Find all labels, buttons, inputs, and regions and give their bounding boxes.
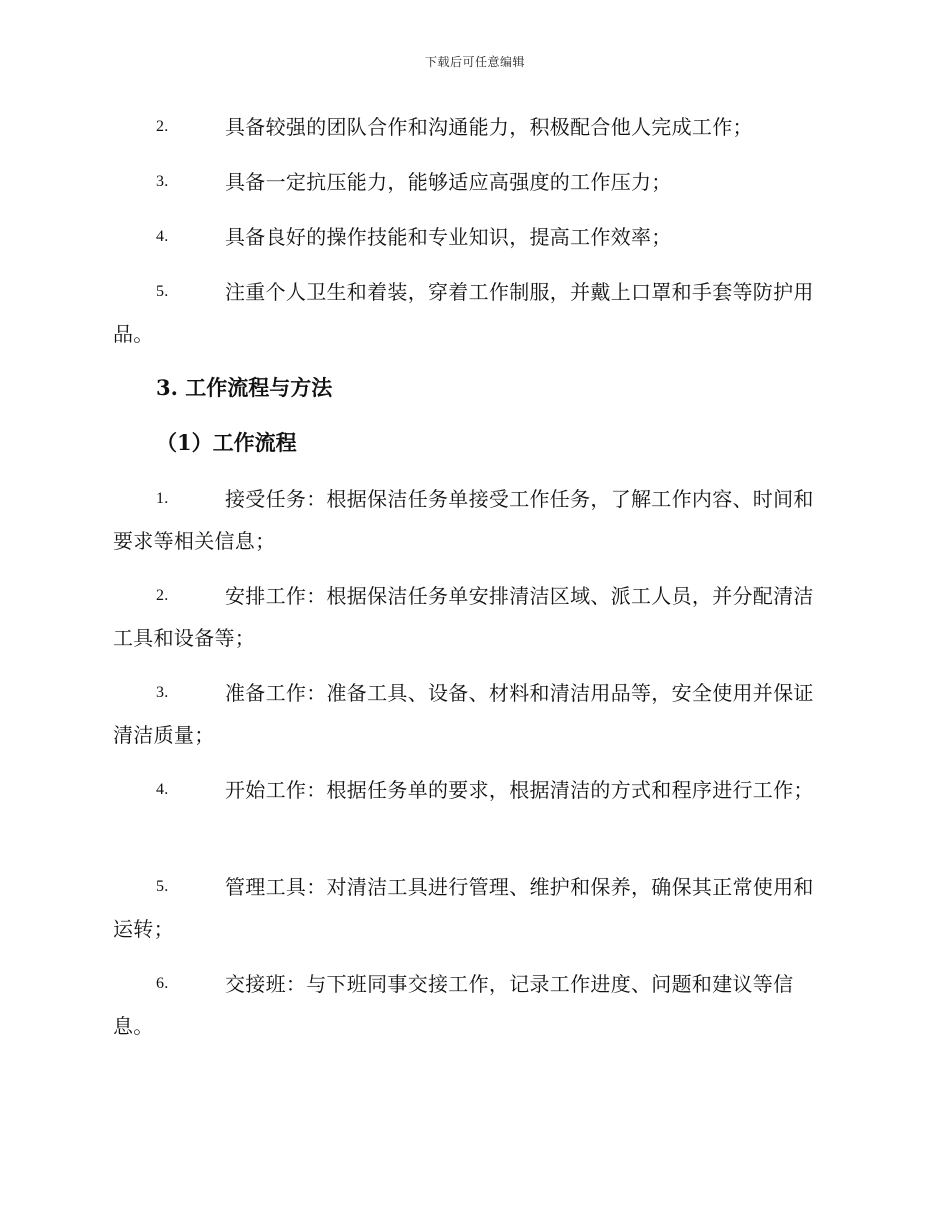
list-item [113, 866, 833, 950]
item-text: 具备良好的操作技能和专业知识，提高工作效率； [225, 225, 672, 249]
item-text: 具备较强的团队合作和沟通能力，积极配合他人完成工作； [225, 115, 753, 139]
list-item [113, 271, 833, 355]
item-number: 1. [156, 490, 169, 507]
item-number: 5. [156, 283, 169, 300]
section-subtitle: （1）工作流程 [156, 430, 297, 455]
item-text: 具备一定抗压能力，能够适应高强度的工作压力； [225, 170, 672, 194]
list-item [113, 672, 833, 756]
item-number: 4. [156, 781, 169, 798]
list-item [113, 575, 833, 659]
item-text: 准备工作：准备工具、设备、材料和清洁用品等，安全使用并保证清洁质量； [113, 681, 814, 747]
list-item [113, 161, 833, 203]
item-text: 安排工作：根据保洁任务单安排清洁区域、派工人员，并分配清洁工具和设备等； [113, 584, 814, 650]
item-number: 4. [156, 228, 169, 245]
item-number: 3. [156, 173, 169, 190]
item-text: 管理工具：对清洁工具进行管理、维护和保养，确保其正常使用和运转； [113, 875, 814, 941]
list-item [113, 963, 833, 1047]
item-number: 5. [156, 878, 169, 895]
item-text: 交接班：与下班同事交接工作，记录工作进度、问题和建议等信息。 [113, 972, 794, 1038]
item-number: 3. [156, 684, 169, 701]
list-item [113, 106, 833, 148]
item-number: 6. [156, 975, 169, 992]
list-item [113, 769, 833, 811]
item-text: 接受任务：根据保洁任务单接受工作任务，了解工作内容、时间和要求等相关信息； [113, 487, 814, 553]
item-text: 注重个人卫生和着装，穿着工作制服，并戴上口罩和手套等防护用品。 [113, 280, 814, 346]
item-number: 2. [156, 118, 169, 135]
list-item [113, 216, 833, 258]
item-text: 开始工作：根据任务单的要求，根据清洁的方式和程序进行工作； [225, 778, 814, 802]
list-item [113, 478, 833, 562]
item-number: 2. [156, 587, 169, 604]
page-header: 下载后可任意编辑 [424, 55, 525, 69]
section-title: 3. 工作流程与方法 [156, 375, 333, 400]
